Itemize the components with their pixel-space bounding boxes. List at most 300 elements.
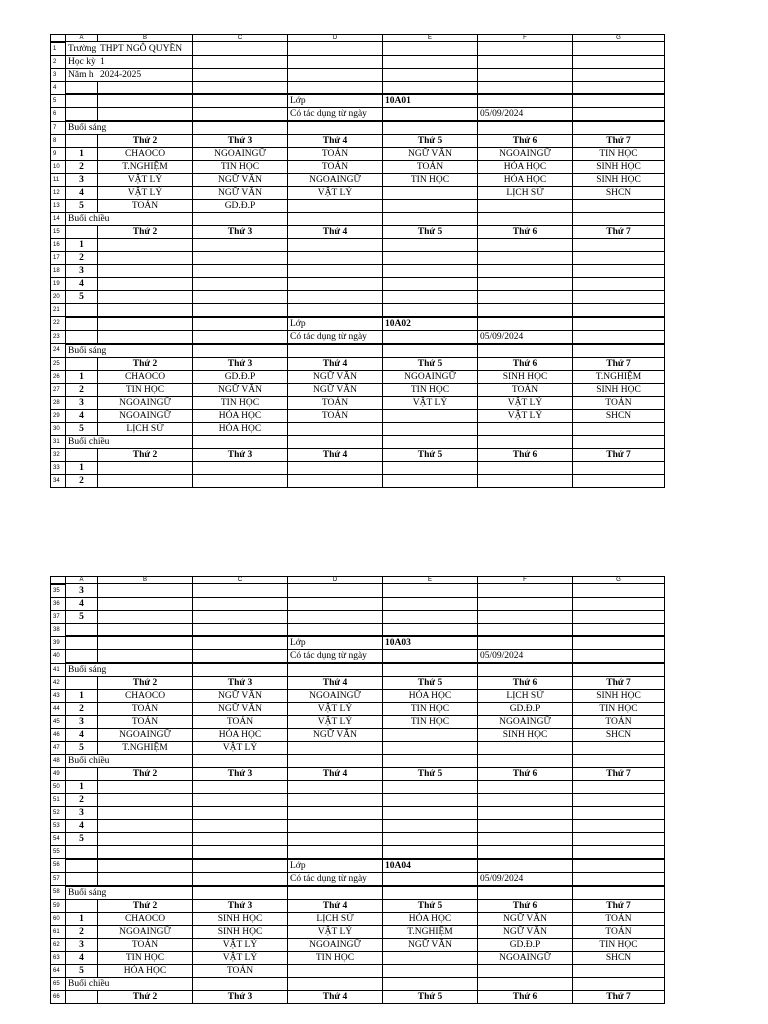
period-number[interactable]: 2 bbox=[66, 794, 98, 807]
day-header[interactable]: Thứ 4 bbox=[288, 768, 383, 781]
empty-cell[interactable] bbox=[478, 317, 573, 331]
day-header[interactable]: Thứ 6 bbox=[478, 768, 573, 781]
row-number[interactable]: 64 bbox=[51, 964, 66, 977]
empty-cell[interactable] bbox=[193, 846, 288, 859]
day-header[interactable]: Thứ 4 bbox=[288, 135, 383, 148]
subject-cell[interactable] bbox=[383, 820, 478, 833]
empty-cell[interactable] bbox=[478, 55, 573, 68]
subject-cell[interactable]: TOÁN bbox=[98, 938, 193, 951]
period-number[interactable]: 5 bbox=[66, 742, 98, 755]
day-header[interactable]: Thứ 2 bbox=[98, 226, 193, 239]
row-number[interactable]: 6 bbox=[51, 108, 66, 122]
session-label[interactable]: Buổi sáng bbox=[66, 344, 98, 358]
label-cell[interactable]: Năm h bbox=[66, 68, 98, 81]
subject-cell[interactable]: NGOAINGỮ bbox=[478, 951, 573, 964]
empty-cell[interactable] bbox=[66, 872, 98, 886]
day-header[interactable]: Thứ 7 bbox=[573, 899, 665, 912]
subject-cell[interactable]: TOÁN bbox=[573, 716, 665, 729]
subject-cell[interactable] bbox=[478, 794, 573, 807]
empty-cell[interactable] bbox=[66, 317, 98, 331]
subject-cell[interactable]: LỊCH SỬ bbox=[478, 690, 573, 703]
subject-cell[interactable]: VẬT LÝ bbox=[98, 187, 193, 200]
empty-cell[interactable] bbox=[383, 623, 478, 636]
subject-cell[interactable]: TIN HỌC bbox=[193, 396, 288, 409]
class-label[interactable]: Lớp bbox=[288, 94, 383, 108]
subject-cell[interactable]: TOÁN bbox=[98, 716, 193, 729]
empty-cell[interactable] bbox=[66, 108, 98, 122]
subject-cell[interactable]: SINH HỌC bbox=[573, 174, 665, 187]
row-number[interactable]: 39 bbox=[51, 636, 66, 650]
subject-cell[interactable]: TOÁN bbox=[288, 396, 383, 409]
empty-cell[interactable] bbox=[288, 68, 383, 81]
empty-cell[interactable] bbox=[478, 213, 573, 226]
day-header[interactable]: Thứ 5 bbox=[383, 768, 478, 781]
empty-cell[interactable] bbox=[478, 636, 573, 650]
empty-cell[interactable] bbox=[573, 330, 665, 344]
row-number[interactable]: 63 bbox=[51, 951, 66, 964]
period-number[interactable]: 1 bbox=[66, 690, 98, 703]
empty-cell[interactable] bbox=[193, 81, 288, 94]
subject-cell[interactable] bbox=[383, 474, 478, 487]
empty-cell[interactable] bbox=[193, 636, 288, 650]
empty-cell[interactable] bbox=[478, 42, 573, 56]
subject-cell[interactable]: TOÁN bbox=[288, 161, 383, 174]
empty-cell[interactable] bbox=[288, 977, 383, 990]
row-number[interactable]: 9 bbox=[51, 148, 66, 161]
effective-date-value[interactable]: 05/09/2024 bbox=[478, 650, 573, 664]
subject-cell[interactable] bbox=[478, 474, 573, 487]
subject-cell[interactable] bbox=[383, 422, 478, 435]
period-number[interactable]: 1 bbox=[66, 912, 98, 925]
row-number[interactable]: 16 bbox=[51, 239, 66, 252]
subject-cell[interactable]: GD.Đ.P bbox=[478, 938, 573, 951]
subject-cell[interactable] bbox=[193, 584, 288, 598]
subject-cell[interactable]: TIN HỌC bbox=[383, 383, 478, 396]
empty-cell[interactable] bbox=[66, 226, 98, 239]
subject-cell[interactable]: SINH HỌC bbox=[478, 370, 573, 383]
empty-cell[interactable] bbox=[288, 55, 383, 68]
subject-cell[interactable] bbox=[478, 964, 573, 977]
row-number[interactable]: 53 bbox=[51, 820, 66, 833]
subject-cell[interactable] bbox=[478, 291, 573, 304]
session-label[interactable]: Buổi chiều bbox=[66, 435, 98, 448]
subject-cell[interactable] bbox=[383, 409, 478, 422]
subject-cell[interactable] bbox=[288, 584, 383, 598]
period-number[interactable]: 4 bbox=[66, 597, 98, 610]
column-header-g[interactable]: G bbox=[573, 35, 665, 42]
empty-cell[interactable] bbox=[193, 859, 288, 873]
subject-cell[interactable] bbox=[288, 833, 383, 846]
column-header-c[interactable]: C bbox=[193, 577, 288, 584]
subject-cell[interactable]: VẬT LÝ bbox=[288, 703, 383, 716]
subject-cell[interactable] bbox=[288, 964, 383, 977]
subject-cell[interactable]: T.NGHIỆM bbox=[98, 161, 193, 174]
subject-cell[interactable]: VẬT LÝ bbox=[98, 174, 193, 187]
row-number[interactable]: 40 bbox=[51, 650, 66, 664]
period-number[interactable]: 1 bbox=[66, 781, 98, 794]
subject-cell[interactable]: NGOAINGỮ bbox=[288, 174, 383, 187]
empty-cell[interactable] bbox=[66, 135, 98, 148]
empty-cell[interactable] bbox=[193, 344, 288, 358]
subject-cell[interactable] bbox=[98, 474, 193, 487]
subject-cell[interactable] bbox=[478, 265, 573, 278]
subject-cell[interactable] bbox=[98, 239, 193, 252]
subject-cell[interactable]: HÓA HỌC bbox=[478, 174, 573, 187]
subject-cell[interactable] bbox=[288, 781, 383, 794]
column-header-a[interactable]: A bbox=[66, 577, 98, 584]
day-header[interactable]: Thứ 4 bbox=[288, 448, 383, 461]
period-number[interactable]: 3 bbox=[66, 396, 98, 409]
day-header[interactable]: Thứ 6 bbox=[478, 899, 573, 912]
subject-cell[interactable] bbox=[98, 781, 193, 794]
empty-cell[interactable] bbox=[98, 755, 193, 768]
subject-cell[interactable] bbox=[383, 729, 478, 742]
empty-cell[interactable] bbox=[383, 304, 478, 317]
class-name[interactable]: 10A02 bbox=[383, 317, 478, 331]
subject-cell[interactable]: VẬT LÝ bbox=[193, 742, 288, 755]
subject-cell[interactable] bbox=[288, 807, 383, 820]
empty-cell[interactable] bbox=[98, 317, 193, 331]
subject-cell[interactable] bbox=[383, 964, 478, 977]
subject-cell[interactable]: NGỮ VĂN bbox=[288, 729, 383, 742]
day-header[interactable]: Thứ 2 bbox=[98, 990, 193, 1003]
empty-cell[interactable] bbox=[573, 108, 665, 122]
empty-cell[interactable] bbox=[288, 121, 383, 135]
day-header[interactable]: Thứ 2 bbox=[98, 448, 193, 461]
row-number[interactable]: 59 bbox=[51, 899, 66, 912]
row-number[interactable]: 12 bbox=[51, 187, 66, 200]
subject-cell[interactable] bbox=[98, 597, 193, 610]
period-number[interactable]: 4 bbox=[66, 820, 98, 833]
subject-cell[interactable] bbox=[288, 597, 383, 610]
subject-cell[interactable]: TOÁN bbox=[193, 716, 288, 729]
day-header[interactable]: Thứ 3 bbox=[193, 448, 288, 461]
empty-cell[interactable] bbox=[288, 344, 383, 358]
period-number[interactable]: 5 bbox=[66, 200, 98, 213]
row-number[interactable]: 66 bbox=[51, 990, 66, 1003]
subject-cell[interactable] bbox=[193, 610, 288, 623]
row-number[interactable]: 36 bbox=[51, 597, 66, 610]
subject-cell[interactable]: SINH HỌC bbox=[478, 729, 573, 742]
empty-cell[interactable] bbox=[98, 977, 193, 990]
subject-cell[interactable]: VẬT LÝ bbox=[288, 187, 383, 200]
empty-cell[interactable] bbox=[478, 846, 573, 859]
row-number[interactable]: 20 bbox=[51, 291, 66, 304]
row-number[interactable]: 58 bbox=[51, 886, 66, 900]
empty-cell[interactable] bbox=[66, 304, 98, 317]
row-number[interactable]: 45 bbox=[51, 716, 66, 729]
row-number[interactable]: 37 bbox=[51, 610, 66, 623]
subject-cell[interactable]: SINH HỌC bbox=[193, 925, 288, 938]
column-header-e[interactable]: E bbox=[383, 577, 478, 584]
empty-cell[interactable] bbox=[383, 121, 478, 135]
subject-cell[interactable]: TOÁN bbox=[98, 200, 193, 213]
day-header[interactable]: Thứ 2 bbox=[98, 677, 193, 690]
subject-cell[interactable]: HÓA HỌC bbox=[193, 422, 288, 435]
subject-cell[interactable] bbox=[573, 422, 665, 435]
subject-cell[interactable] bbox=[478, 820, 573, 833]
subject-cell[interactable]: TOÁN bbox=[288, 409, 383, 422]
day-header[interactable]: Thứ 5 bbox=[383, 226, 478, 239]
subject-cell[interactable]: VẬT LÝ bbox=[193, 951, 288, 964]
subject-cell[interactable] bbox=[98, 265, 193, 278]
column-header-d[interactable]: D bbox=[288, 577, 383, 584]
subject-cell[interactable] bbox=[383, 951, 478, 964]
row-number[interactable]: 21 bbox=[51, 304, 66, 317]
subject-cell[interactable]: NGOAINGỮ bbox=[478, 148, 573, 161]
empty-cell[interactable] bbox=[383, 213, 478, 226]
subject-cell[interactable]: NGỮ VĂN bbox=[288, 370, 383, 383]
period-number[interactable]: 4 bbox=[66, 409, 98, 422]
subject-cell[interactable]: TOÁN bbox=[478, 383, 573, 396]
empty-cell[interactable] bbox=[383, 435, 478, 448]
day-header[interactable]: Thứ 7 bbox=[573, 226, 665, 239]
subject-cell[interactable] bbox=[193, 239, 288, 252]
subject-cell[interactable]: NGỮ VĂN bbox=[193, 187, 288, 200]
effective-date-label[interactable]: Có tác dụng từ ngày bbox=[288, 108, 383, 122]
subject-cell[interactable] bbox=[98, 584, 193, 598]
subject-cell[interactable]: SHCN bbox=[573, 187, 665, 200]
subject-cell[interactable] bbox=[98, 833, 193, 846]
empty-cell[interactable] bbox=[98, 623, 193, 636]
period-number[interactable]: 2 bbox=[66, 383, 98, 396]
effective-date-label[interactable]: Có tác dụng từ ngày bbox=[288, 872, 383, 886]
column-header-b[interactable]: B bbox=[98, 577, 193, 584]
subject-cell[interactable]: NGOAINGỮ bbox=[288, 690, 383, 703]
row-number[interactable]: 60 bbox=[51, 912, 66, 925]
row-number[interactable]: 42 bbox=[51, 677, 66, 690]
subject-cell[interactable] bbox=[193, 474, 288, 487]
day-header[interactable]: Thứ 4 bbox=[288, 677, 383, 690]
empty-cell[interactable] bbox=[288, 213, 383, 226]
subject-cell[interactable]: LỊCH SỬ bbox=[478, 187, 573, 200]
empty-cell[interactable] bbox=[573, 94, 665, 108]
day-header[interactable]: Thứ 4 bbox=[288, 899, 383, 912]
row-number[interactable]: 46 bbox=[51, 729, 66, 742]
day-header[interactable]: Thứ 3 bbox=[193, 899, 288, 912]
subject-cell[interactable] bbox=[288, 610, 383, 623]
subject-cell[interactable] bbox=[573, 291, 665, 304]
empty-cell[interactable] bbox=[288, 755, 383, 768]
value-cell[interactable]: 1 bbox=[98, 55, 193, 68]
empty-cell[interactable] bbox=[288, 435, 383, 448]
subject-cell[interactable]: TIN HỌC bbox=[573, 148, 665, 161]
subject-cell[interactable]: HÓA HỌC bbox=[383, 690, 478, 703]
column-header-g[interactable]: G bbox=[573, 577, 665, 584]
empty-cell[interactable] bbox=[573, 304, 665, 317]
subject-cell[interactable] bbox=[288, 278, 383, 291]
subject-cell[interactable] bbox=[573, 239, 665, 252]
empty-cell[interactable] bbox=[573, 121, 665, 135]
session-label[interactable]: Buổi chiều bbox=[66, 755, 98, 768]
empty-cell[interactable] bbox=[573, 859, 665, 873]
empty-cell[interactable] bbox=[193, 650, 288, 664]
row-number[interactable]: 8 bbox=[51, 135, 66, 148]
row-number[interactable]: 29 bbox=[51, 409, 66, 422]
subject-cell[interactable] bbox=[383, 265, 478, 278]
empty-cell[interactable] bbox=[193, 121, 288, 135]
subject-cell[interactable]: HÓA HỌC bbox=[193, 409, 288, 422]
row-number[interactable]: 28 bbox=[51, 396, 66, 409]
period-number[interactable]: 4 bbox=[66, 729, 98, 742]
subject-cell[interactable] bbox=[573, 252, 665, 265]
class-name[interactable]: 10A01 bbox=[383, 94, 478, 108]
subject-cell[interactable] bbox=[193, 820, 288, 833]
effective-date-value[interactable]: 05/09/2024 bbox=[478, 330, 573, 344]
subject-cell[interactable] bbox=[573, 461, 665, 474]
row-number[interactable]: 14 bbox=[51, 213, 66, 226]
session-label[interactable]: Buổi chiều bbox=[66, 213, 98, 226]
subject-cell[interactable]: VẬT LÝ bbox=[383, 396, 478, 409]
period-number[interactable]: 4 bbox=[66, 951, 98, 964]
empty-cell[interactable] bbox=[193, 977, 288, 990]
day-header[interactable]: Thứ 6 bbox=[478, 990, 573, 1003]
subject-cell[interactable] bbox=[383, 291, 478, 304]
subject-cell[interactable] bbox=[478, 239, 573, 252]
subject-cell[interactable] bbox=[288, 742, 383, 755]
empty-cell[interactable] bbox=[573, 663, 665, 677]
empty-cell[interactable] bbox=[383, 330, 478, 344]
empty-cell[interactable] bbox=[478, 68, 573, 81]
empty-cell[interactable] bbox=[66, 636, 98, 650]
subject-cell[interactable]: SHCN bbox=[573, 729, 665, 742]
empty-cell[interactable] bbox=[573, 42, 665, 56]
session-label[interactable]: Buổi sáng bbox=[66, 663, 98, 677]
subject-cell[interactable] bbox=[383, 200, 478, 213]
empty-cell[interactable] bbox=[66, 330, 98, 344]
subject-cell[interactable]: GD.Đ.P bbox=[193, 370, 288, 383]
subject-cell[interactable]: TOÁN bbox=[573, 396, 665, 409]
row-number[interactable]: 54 bbox=[51, 833, 66, 846]
subject-cell[interactable]: HÓA HỌC bbox=[98, 964, 193, 977]
subject-cell[interactable] bbox=[478, 584, 573, 598]
subject-cell[interactable]: NGOAINGỮ bbox=[98, 925, 193, 938]
empty-cell[interactable] bbox=[478, 977, 573, 990]
column-header-a[interactable]: A bbox=[66, 35, 98, 42]
empty-cell[interactable] bbox=[98, 636, 193, 650]
select-all-corner[interactable] bbox=[51, 577, 66, 584]
day-header[interactable]: Thứ 2 bbox=[98, 135, 193, 148]
row-number[interactable]: 62 bbox=[51, 938, 66, 951]
subject-cell[interactable] bbox=[383, 278, 478, 291]
effective-date-label[interactable]: Có tác dụng từ ngày bbox=[288, 650, 383, 664]
row-number[interactable]: 32 bbox=[51, 448, 66, 461]
day-header[interactable]: Thứ 2 bbox=[98, 899, 193, 912]
empty-cell[interactable] bbox=[98, 846, 193, 859]
subject-cell[interactable] bbox=[383, 833, 478, 846]
empty-cell[interactable] bbox=[66, 846, 98, 859]
row-number[interactable]: 51 bbox=[51, 794, 66, 807]
subject-cell[interactable] bbox=[478, 252, 573, 265]
empty-cell[interactable] bbox=[66, 677, 98, 690]
subject-cell[interactable] bbox=[383, 610, 478, 623]
day-header[interactable]: Thứ 5 bbox=[383, 677, 478, 690]
empty-cell[interactable] bbox=[193, 68, 288, 81]
empty-cell[interactable] bbox=[383, 650, 478, 664]
empty-cell[interactable] bbox=[193, 872, 288, 886]
empty-cell[interactable] bbox=[98, 435, 193, 448]
subject-cell[interactable] bbox=[98, 291, 193, 304]
subject-cell[interactable] bbox=[193, 597, 288, 610]
subject-cell[interactable]: CHAOCO bbox=[98, 912, 193, 925]
subject-cell[interactable] bbox=[383, 461, 478, 474]
empty-cell[interactable] bbox=[573, 68, 665, 81]
empty-cell[interactable] bbox=[573, 55, 665, 68]
subject-cell[interactable]: VẬT LÝ bbox=[193, 938, 288, 951]
subject-cell[interactable]: LỊCH SỬ bbox=[98, 422, 193, 435]
row-number[interactable]: 34 bbox=[51, 474, 66, 487]
subject-cell[interactable]: NGOAINGỮ bbox=[98, 409, 193, 422]
subject-cell[interactable] bbox=[193, 807, 288, 820]
subject-cell[interactable] bbox=[98, 252, 193, 265]
subject-cell[interactable] bbox=[193, 461, 288, 474]
subject-cell[interactable] bbox=[478, 833, 573, 846]
subject-cell[interactable] bbox=[478, 422, 573, 435]
subject-cell[interactable] bbox=[193, 278, 288, 291]
period-number[interactable]: 3 bbox=[66, 807, 98, 820]
subject-cell[interactable]: NGOAINGỮ bbox=[288, 938, 383, 951]
empty-cell[interactable] bbox=[573, 886, 665, 900]
empty-cell[interactable] bbox=[478, 304, 573, 317]
period-number[interactable]: 2 bbox=[66, 925, 98, 938]
empty-cell[interactable] bbox=[193, 663, 288, 677]
day-header[interactable]: Thứ 7 bbox=[573, 448, 665, 461]
row-number[interactable]: 4 bbox=[51, 81, 66, 94]
subject-cell[interactable] bbox=[98, 610, 193, 623]
row-number[interactable]: 61 bbox=[51, 925, 66, 938]
row-number[interactable]: 22 bbox=[51, 317, 66, 331]
empty-cell[interactable] bbox=[66, 357, 98, 370]
column-header-f[interactable]: F bbox=[478, 577, 573, 584]
subject-cell[interactable]: T.NGHIỆM bbox=[573, 370, 665, 383]
day-header[interactable]: Thứ 5 bbox=[383, 990, 478, 1003]
subject-cell[interactable] bbox=[573, 742, 665, 755]
day-header[interactable]: Thứ 5 bbox=[383, 357, 478, 370]
empty-cell[interactable] bbox=[66, 81, 98, 94]
subject-cell[interactable]: NGỮ VĂN bbox=[478, 912, 573, 925]
class-label[interactable]: Lớp bbox=[288, 317, 383, 331]
effective-date-label[interactable]: Có tác dụng từ ngày bbox=[288, 330, 383, 344]
day-header[interactable]: Thứ 3 bbox=[193, 768, 288, 781]
period-number[interactable]: 3 bbox=[66, 174, 98, 187]
empty-cell[interactable] bbox=[383, 872, 478, 886]
empty-cell[interactable] bbox=[288, 42, 383, 56]
day-header[interactable]: Thứ 6 bbox=[478, 135, 573, 148]
day-header[interactable]: Thứ 7 bbox=[573, 135, 665, 148]
empty-cell[interactable] bbox=[573, 317, 665, 331]
subject-cell[interactable]: NGỮ VĂN bbox=[383, 938, 478, 951]
subject-cell[interactable]: NGỮ VĂN bbox=[193, 690, 288, 703]
empty-cell[interactable] bbox=[383, 81, 478, 94]
subject-cell[interactable] bbox=[573, 781, 665, 794]
row-number[interactable]: 5 bbox=[51, 94, 66, 108]
effective-date-value[interactable]: 05/09/2024 bbox=[478, 872, 573, 886]
row-number[interactable]: 48 bbox=[51, 755, 66, 768]
subject-cell[interactable]: NGỮ VĂN bbox=[288, 383, 383, 396]
subject-cell[interactable]: SHCN bbox=[573, 951, 665, 964]
subject-cell[interactable] bbox=[193, 794, 288, 807]
subject-cell[interactable] bbox=[478, 461, 573, 474]
row-number[interactable]: 23 bbox=[51, 330, 66, 344]
empty-cell[interactable] bbox=[98, 886, 193, 900]
subject-cell[interactable] bbox=[573, 807, 665, 820]
subject-cell[interactable]: GD.Đ.P bbox=[478, 703, 573, 716]
subject-cell[interactable]: NGỮ VĂN bbox=[478, 925, 573, 938]
subject-cell[interactable] bbox=[573, 265, 665, 278]
subject-cell[interactable]: TOÁN bbox=[98, 703, 193, 716]
empty-cell[interactable] bbox=[573, 623, 665, 636]
subject-cell[interactable] bbox=[573, 278, 665, 291]
